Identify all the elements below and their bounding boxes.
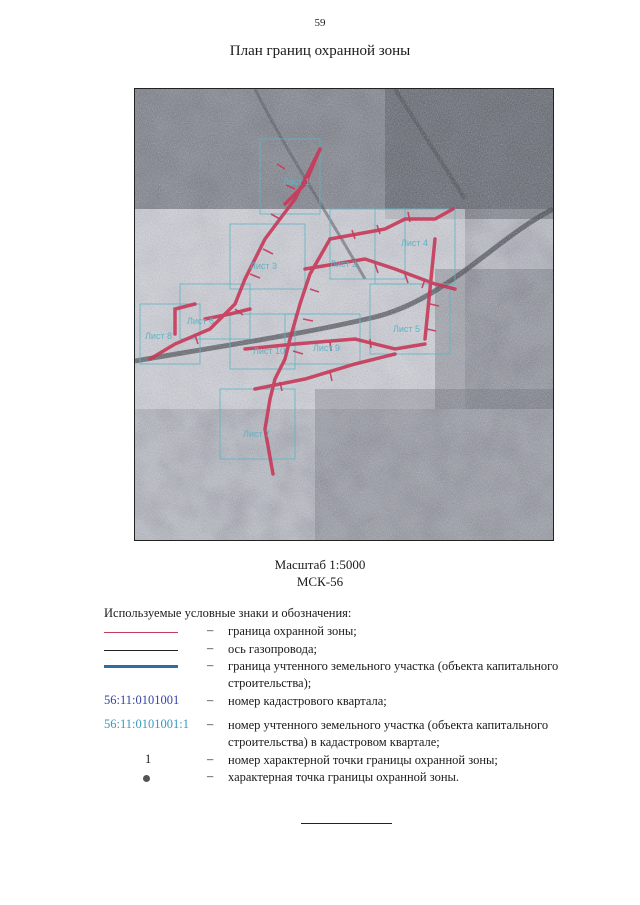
legend-dash: – — [207, 658, 214, 672]
sheet-label: Лист 4 — [401, 238, 429, 248]
sheet-label: Лист 6 — [187, 316, 215, 326]
point-number: 1 — [145, 752, 152, 766]
sheet-label: Лист 8 — [145, 331, 173, 341]
legend-dash: – — [207, 717, 214, 731]
quarter-number-symbol — [104, 693, 180, 711]
parcel-number: 56:11:0101001:1 — [104, 717, 189, 731]
page-number: 59 — [314, 17, 326, 29]
legend-title: Используемые условные знаки и обозначения: — [104, 606, 352, 620]
coordinate-system: МСК-56 — [296, 574, 344, 589]
parcel-number-symbol — [104, 717, 189, 735]
legend-item — [0, 693, 640, 711]
legend-dash: – — [207, 623, 214, 637]
legend-item — [0, 752, 640, 770]
legend-text: характерная точка границы охранной зоны. — [228, 770, 460, 784]
legend-item — [0, 641, 640, 659]
sheet-label: Лист 1 — [283, 177, 311, 187]
legend-dash: – — [207, 641, 214, 655]
legend-item — [0, 769, 640, 787]
sheet-label: Лист 2 — [330, 259, 358, 269]
point-dot-icon — [143, 775, 150, 782]
legend-item — [0, 717, 640, 749]
legend-item — [0, 658, 640, 690]
legend-text: ось газопровода; — [228, 642, 318, 656]
legend-text: номер характерной точки границы охранной зоны; — [228, 753, 498, 767]
sheet-label: Лист 10 — [253, 346, 286, 356]
black-line-symbol — [104, 641, 180, 659]
quarter-number: 56:11:0101001 — [104, 693, 180, 707]
legend-text: номер кадастрового квартала; — [228, 694, 387, 708]
legend-dash: – — [207, 752, 214, 766]
sheet-label: Лист 5 — [393, 324, 421, 334]
blue-line-symbol — [104, 658, 180, 676]
point-dot-symbol — [104, 769, 180, 787]
point-number-symbol — [104, 752, 180, 770]
aerial-map — [135, 89, 553, 540]
red-line-symbol — [104, 623, 180, 641]
legend-item — [0, 623, 640, 641]
legend-dash: – — [207, 769, 214, 783]
legend-text: граница охранной зоны; — [228, 624, 357, 638]
legend-text: граница учтенного земельного участка (объекта капитального строительства); — [228, 659, 559, 690]
sheet-label: Лист 7 — [243, 429, 271, 439]
map-scale: Масштаб 1:5000 — [274, 557, 366, 572]
map-image[interactable] — [134, 88, 554, 541]
legend-text: номер учтенного земельного участка (объекта капитального строительства) в кадастровом квартале; — [228, 718, 549, 749]
page-title: План границ охранной зоны — [229, 43, 411, 59]
legend-dash: – — [207, 693, 214, 707]
end-rule — [301, 823, 392, 824]
sheet-label: Лист 3 — [250, 261, 278, 271]
sheet-label: Лист 9 — [313, 343, 341, 353]
